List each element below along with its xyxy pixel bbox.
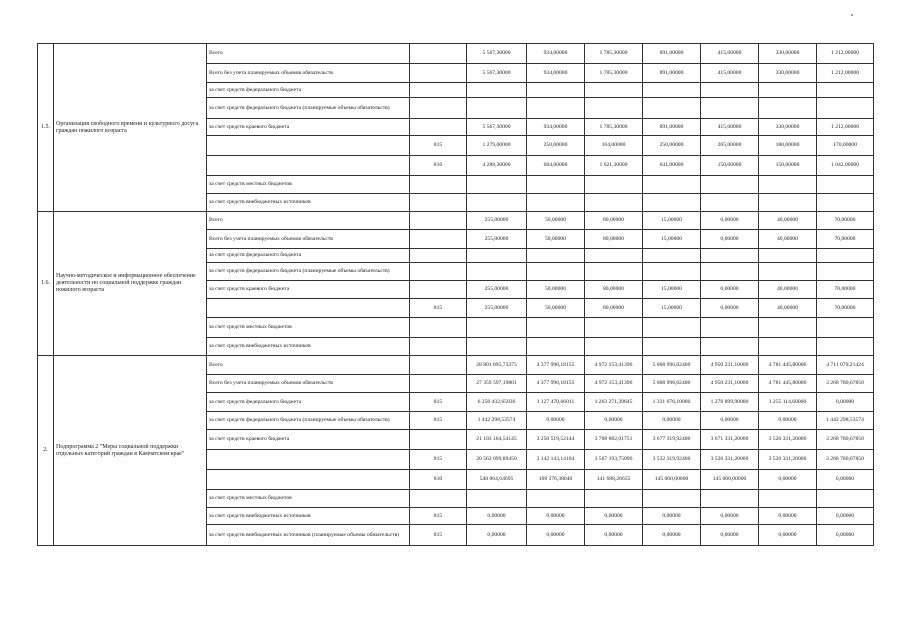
value-cell: 164,00000 <box>585 136 643 156</box>
value-cell: 415,00000 <box>701 64 759 83</box>
row-code <box>410 375 467 393</box>
value-cell <box>759 318 817 338</box>
value-cell: 27 359 597,19801 <box>467 375 527 393</box>
value-cell <box>701 176 759 194</box>
row-code <box>410 44 467 64</box>
section-title: Организация свободного времени и культурного досуга граждан пожилого возраста <box>54 44 207 212</box>
value-cell: 255,00000 <box>467 230 527 249</box>
value-cell: 40,00000 <box>759 230 817 249</box>
row-code: 815 <box>410 525 467 546</box>
value-cell: 15,00000 <box>643 299 701 318</box>
section-title: Подпрограмма 2 "Меры социальной поддержки отдельных категорий граждан в Камчатском крае" <box>54 356 207 546</box>
row-label: за счет средств краевого бюджета <box>207 430 410 450</box>
value-cell: 141 688,26655 <box>585 470 643 490</box>
value-cell <box>701 249 759 263</box>
value-cell <box>467 338 527 356</box>
value-cell <box>527 194 585 212</box>
value-cell: 50,00000 <box>527 299 585 318</box>
value-cell: 5 008 996,02400 <box>643 356 701 375</box>
value-cell: 1 255 114,60000 <box>759 393 817 412</box>
value-cell: 20 563 099,89450 <box>467 450 527 470</box>
section-number: 2. <box>38 356 54 546</box>
row-label: за счет средств местных бюджетов <box>207 176 410 194</box>
row-code <box>410 119 467 136</box>
row-label: Всего без учета планируемых объемов обязательств <box>207 375 410 393</box>
value-cell <box>701 490 759 508</box>
value-cell: 50,00000 <box>527 281 585 299</box>
value-cell <box>759 176 817 194</box>
value-cell: 3 671 331,20000 <box>701 430 759 450</box>
row-code <box>410 176 467 194</box>
row-label: за счет средств краевого бюджета <box>207 281 410 299</box>
row-label: за счет средств внебюджетных источников <box>207 338 410 356</box>
value-cell: 934,00000 <box>527 44 585 64</box>
value-cell: 250,00000 <box>527 136 585 156</box>
value-cell: 1 442 298,53574 <box>467 412 527 430</box>
value-cell <box>467 194 527 212</box>
value-cell: 40,00000 <box>759 212 817 230</box>
value-cell <box>643 194 701 212</box>
value-cell: 415,00000 <box>701 44 759 64</box>
value-cell: 641,00000 <box>643 156 701 176</box>
value-cell: 108 376,38040 <box>527 470 585 490</box>
value-cell: 21 103 164,54145 <box>467 430 527 450</box>
value-cell: 70,00000 <box>817 230 874 249</box>
value-cell: 0,00000 <box>585 525 643 546</box>
value-cell: 3 526 331,20000 <box>701 450 759 470</box>
row-code <box>410 64 467 83</box>
value-cell <box>759 98 817 119</box>
row-code <box>410 194 467 212</box>
value-cell: 1 785,30000 <box>585 119 643 136</box>
value-cell: 15,00000 <box>643 212 701 230</box>
value-cell: 934,00000 <box>527 64 585 83</box>
value-cell: 0,00000 <box>759 525 817 546</box>
row-code: 815 <box>410 450 467 470</box>
value-cell <box>701 263 759 281</box>
value-cell <box>527 490 585 508</box>
value-cell: 0,00000 <box>527 525 585 546</box>
value-cell: 3 268 780,67850 <box>817 450 874 470</box>
value-cell <box>643 98 701 119</box>
value-cell <box>817 263 874 281</box>
value-cell <box>759 263 817 281</box>
value-cell: 80,00000 <box>585 281 643 299</box>
value-cell <box>527 83 585 98</box>
row-code <box>410 83 467 98</box>
value-cell: 70,00000 <box>817 212 874 230</box>
value-cell: 540 064,64695 <box>467 470 527 490</box>
row-code <box>410 490 467 508</box>
row-label: за счет средств федерального бюджета (планируемые объемы обязательств) <box>207 263 410 281</box>
value-cell: 0,00000 <box>759 412 817 430</box>
table-row <box>38 356 874 375</box>
row-label: за счет средств федерального бюджета (планируемые объемы обязательств) <box>207 412 410 430</box>
value-cell: 0,00000 <box>643 412 701 430</box>
value-cell <box>817 194 874 212</box>
value-cell <box>817 318 874 338</box>
row-label <box>207 470 410 490</box>
value-cell <box>585 490 643 508</box>
value-cell <box>817 98 874 119</box>
value-cell: 1 621,30000 <box>585 156 643 176</box>
value-cell: 4 950 231,10000 <box>701 356 759 375</box>
value-cell: 170,00000 <box>817 136 874 156</box>
row-label: за счет средств местных бюджетов <box>207 490 410 508</box>
value-cell: 1 331 676,10000 <box>643 393 701 412</box>
value-cell <box>467 176 527 194</box>
row-label: Всего без учета планируемых объемов обязательств <box>207 64 410 83</box>
row-label: Всего <box>207 44 410 64</box>
value-cell: 0,00000 <box>759 508 817 525</box>
value-cell: 3 526 331,20000 <box>759 450 817 470</box>
value-cell: 150,00000 <box>701 156 759 176</box>
scan-speck <box>851 14 853 16</box>
value-cell <box>585 318 643 338</box>
value-cell: 4 781 445,80000 <box>759 375 817 393</box>
value-cell: 70,00000 <box>817 281 874 299</box>
value-cell: 0,00000 <box>467 508 527 525</box>
value-cell: 1 278 899,90000 <box>701 393 759 412</box>
row-code: 815 <box>410 393 467 412</box>
value-cell: 255,00000 <box>467 212 527 230</box>
value-cell <box>759 338 817 356</box>
value-cell: 4 950 231,10000 <box>701 375 759 393</box>
value-cell: 330,00000 <box>759 64 817 83</box>
value-cell: 70,00000 <box>817 299 874 318</box>
value-cell: 40,00000 <box>759 299 817 318</box>
row-label: Всего <box>207 212 410 230</box>
value-cell: 265,00000 <box>701 136 759 156</box>
value-cell: 0,00000 <box>701 281 759 299</box>
row-label: Всего без учета планируемых объемов обязательств <box>207 230 410 249</box>
value-cell: 28 801 895,73375 <box>467 356 527 375</box>
value-cell: 0,00000 <box>817 470 874 490</box>
value-cell: 3 677 319,92400 <box>643 430 701 450</box>
value-cell: 0,00000 <box>527 508 585 525</box>
value-cell: 255,00000 <box>467 299 527 318</box>
value-cell <box>467 83 527 98</box>
value-cell <box>585 194 643 212</box>
row-label: за счет средств федерального бюджета <box>207 83 410 98</box>
value-cell: 0,00000 <box>467 525 527 546</box>
value-cell: 330,00000 <box>759 119 817 136</box>
value-cell: 0,00000 <box>701 508 759 525</box>
value-cell <box>817 83 874 98</box>
value-cell: 0,00000 <box>759 470 817 490</box>
value-cell: 40,00000 <box>759 281 817 299</box>
value-cell: 0,00000 <box>701 525 759 546</box>
value-cell: 5 567,30000 <box>467 44 527 64</box>
value-cell: 1 279,00000 <box>467 136 527 156</box>
value-cell: 4 377 990,18155 <box>527 375 585 393</box>
value-cell: 5 567,30000 <box>467 119 527 136</box>
value-cell: 3 532 319,92400 <box>643 450 701 470</box>
value-cell <box>817 176 874 194</box>
value-cell <box>643 318 701 338</box>
row-label: за счет средств краевого бюджета <box>207 119 410 136</box>
value-cell: 3 268 780,67850 <box>817 375 874 393</box>
row-code: 815 <box>410 299 467 318</box>
value-cell <box>759 249 817 263</box>
value-cell: 0,00000 <box>701 212 759 230</box>
value-cell <box>701 318 759 338</box>
row-code <box>410 212 467 230</box>
value-cell: 4 288,30000 <box>467 156 527 176</box>
value-cell: 5 008 996,02400 <box>643 375 701 393</box>
value-cell <box>467 318 527 338</box>
value-cell <box>643 490 701 508</box>
value-cell <box>759 490 817 508</box>
value-cell: 145 000,00000 <box>643 470 701 490</box>
value-cell <box>585 83 643 98</box>
value-cell: 684,00000 <box>527 156 585 176</box>
table-row <box>38 212 874 230</box>
value-cell <box>527 176 585 194</box>
row-code <box>410 281 467 299</box>
value-cell <box>527 98 585 119</box>
value-cell <box>527 263 585 281</box>
value-cell: 3 142 143,14104 <box>527 450 585 470</box>
value-cell: 50,00000 <box>527 230 585 249</box>
value-cell <box>701 83 759 98</box>
value-cell: 0,00000 <box>817 393 874 412</box>
value-cell <box>643 263 701 281</box>
value-cell <box>467 263 527 281</box>
value-cell: 0,00000 <box>701 230 759 249</box>
value-cell: 180,00000 <box>759 136 817 156</box>
value-cell <box>527 249 585 263</box>
row-code <box>410 430 467 450</box>
value-cell: 1 212,00000 <box>817 44 874 64</box>
value-cell: 80,00000 <box>585 212 643 230</box>
value-cell: 415,00000 <box>701 119 759 136</box>
section-number: 1.6. <box>38 212 54 356</box>
table-row <box>38 44 874 64</box>
value-cell: 145 000,00000 <box>701 470 759 490</box>
value-cell <box>467 98 527 119</box>
value-cell: 1 212,00000 <box>817 119 874 136</box>
value-cell: 50,00000 <box>527 212 585 230</box>
value-cell <box>759 194 817 212</box>
value-cell: 0,00000 <box>643 525 701 546</box>
value-cell: 1 042,00000 <box>817 156 874 176</box>
value-cell: 80,00000 <box>585 299 643 318</box>
value-cell <box>643 83 701 98</box>
row-label <box>207 156 410 176</box>
value-cell <box>701 194 759 212</box>
value-cell: 891,00000 <box>643 64 701 83</box>
row-label: за счет средств внебюджетных источников (планируемые объемы обязательств) <box>207 525 410 546</box>
value-cell: 1 785,30000 <box>585 64 643 83</box>
value-cell: 3 526 331,20000 <box>759 430 817 450</box>
value-cell: 6 256 432,65036 <box>467 393 527 412</box>
row-code <box>410 98 467 119</box>
value-cell: 0,00000 <box>643 508 701 525</box>
value-cell: 80,00000 <box>585 230 643 249</box>
row-code: 815 <box>410 136 467 156</box>
section-number: 1.5. <box>38 44 54 212</box>
value-cell: 0,00000 <box>585 508 643 525</box>
value-cell: 891,00000 <box>643 44 701 64</box>
value-cell <box>643 249 701 263</box>
value-cell <box>585 176 643 194</box>
value-cell: 0,00000 <box>701 412 759 430</box>
row-label: за счет средств федерального бюджета <box>207 393 410 412</box>
value-cell <box>467 249 527 263</box>
value-cell: 891,00000 <box>643 119 701 136</box>
value-cell: 0,00000 <box>817 525 874 546</box>
value-cell <box>527 318 585 338</box>
value-cell <box>643 176 701 194</box>
row-label <box>207 299 410 318</box>
value-cell: 3 250 519,52144 <box>527 430 585 450</box>
row-label: за счет средств местных бюджетов <box>207 318 410 338</box>
value-cell: 0,00000 <box>701 299 759 318</box>
value-cell <box>701 338 759 356</box>
value-cell <box>817 490 874 508</box>
value-cell: 4 972 153,41396 <box>585 356 643 375</box>
value-cell: 934,00000 <box>527 119 585 136</box>
value-cell <box>585 249 643 263</box>
value-cell <box>701 98 759 119</box>
row-code <box>410 230 467 249</box>
row-code <box>410 318 467 338</box>
value-cell: 1 785,30000 <box>585 44 643 64</box>
value-cell: 0,00000 <box>527 412 585 430</box>
row-label <box>207 450 410 470</box>
value-cell: 15,00000 <box>643 281 701 299</box>
row-code <box>410 338 467 356</box>
value-cell: 5 567,30000 <box>467 64 527 83</box>
value-cell <box>585 263 643 281</box>
value-cell: 150,00000 <box>759 156 817 176</box>
row-code: 810 <box>410 470 467 490</box>
value-cell: 3 268 780,67850 <box>817 430 874 450</box>
row-label: за счет средств федерального бюджета <box>207 249 410 263</box>
value-cell: 0,00000 <box>817 508 874 525</box>
value-cell <box>527 338 585 356</box>
value-cell: 4 972 153,41396 <box>585 375 643 393</box>
row-code: 816 <box>410 156 467 176</box>
value-cell: 4 781 445,80000 <box>759 356 817 375</box>
value-cell <box>467 490 527 508</box>
row-code: 815 <box>410 508 467 525</box>
value-cell <box>817 338 874 356</box>
row-label: за счет средств внебюджетных источников <box>207 508 410 525</box>
section-title: Научно-методическое и информационное обеспечение деятельности по социальной поддержке граждан пожилого возраста <box>54 212 207 356</box>
value-cell <box>643 338 701 356</box>
value-cell: 1 263 271,39645 <box>585 393 643 412</box>
value-cell: 255,00000 <box>467 281 527 299</box>
row-label: за счет средств федерального бюджета (планируемые объемы обязательств) <box>207 98 410 119</box>
row-code <box>410 356 467 375</box>
row-label: Всего <box>207 356 410 375</box>
row-label <box>207 136 410 156</box>
budget-table <box>37 43 874 546</box>
row-code: 815 <box>410 412 467 430</box>
row-code <box>410 249 467 263</box>
value-cell <box>585 98 643 119</box>
value-cell: 15,00000 <box>643 230 701 249</box>
value-cell: 1 212,00000 <box>817 64 874 83</box>
value-cell: 1 442 298,53574 <box>817 412 874 430</box>
row-code <box>410 263 467 281</box>
value-cell: 1 127 470,66011 <box>527 393 585 412</box>
value-cell: 3 708 882,01751 <box>585 430 643 450</box>
value-cell: 3 567 193,75096 <box>585 450 643 470</box>
value-cell: 330,00000 <box>759 44 817 64</box>
value-cell <box>817 249 874 263</box>
value-cell <box>759 83 817 98</box>
value-cell: 4 377 990,18155 <box>527 356 585 375</box>
row-label: за счет средств внебюджетных источников <box>207 194 410 212</box>
value-cell: 250,00000 <box>643 136 701 156</box>
value-cell: 0,00000 <box>585 412 643 430</box>
value-cell <box>585 338 643 356</box>
value-cell: 4 711 079,21424 <box>817 356 874 375</box>
